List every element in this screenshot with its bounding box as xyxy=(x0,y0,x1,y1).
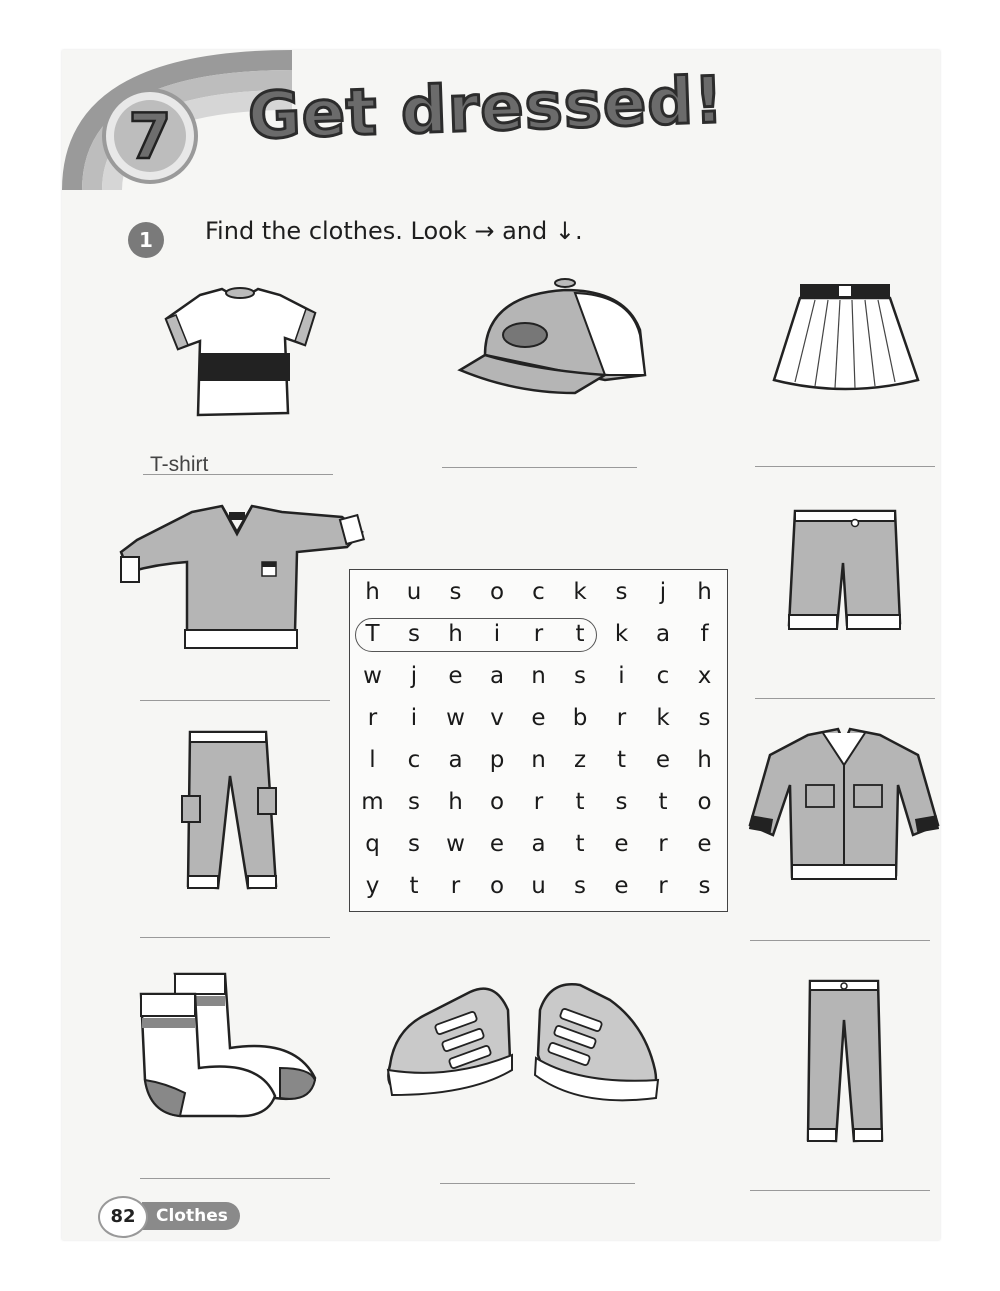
wordsearch-cell[interactable]: e xyxy=(448,663,463,689)
wordsearch-cell[interactable]: t xyxy=(575,789,585,815)
wordsearch-cell[interactable]: r xyxy=(616,705,627,731)
wordsearch-cell[interactable]: a xyxy=(448,747,463,773)
wordsearch-cell[interactable]: r xyxy=(658,831,668,857)
wordsearch-cell[interactable]: s xyxy=(615,579,628,605)
wordsearch-cell[interactable]: t xyxy=(575,831,585,857)
wordsearch-cell[interactable]: a xyxy=(655,621,671,647)
wordsearch-cell[interactable]: r xyxy=(367,705,378,731)
wordsearch-cell[interactable]: k xyxy=(614,621,629,647)
wordsearch-cell[interactable]: r xyxy=(658,873,668,899)
wordsearch-cell[interactable]: w xyxy=(446,831,465,857)
wordsearch-cell[interactable]: s xyxy=(698,705,711,731)
wordsearch-cell[interactable]: o xyxy=(489,579,505,605)
wordsearch-cell[interactable]: s xyxy=(615,789,628,815)
shoes-icon xyxy=(380,970,665,1115)
wordsearch-cell[interactable]: o xyxy=(489,873,505,899)
trousers-icon xyxy=(178,726,283,891)
answer-tshirt: T-shirt xyxy=(150,453,209,476)
wordsearch-cell[interactable]: b xyxy=(572,705,588,731)
wordsearch-cell[interactable]: i xyxy=(493,621,501,647)
wordsearch-cell[interactable]: e xyxy=(489,831,505,857)
wordsearch-cell[interactable]: e xyxy=(655,747,671,773)
wordsearch-cell[interactable]: r xyxy=(533,621,544,647)
unit-title: Get dressed! xyxy=(246,63,726,155)
wordsearch-cell[interactable]: t xyxy=(616,747,627,773)
footer-section-label: Clothes xyxy=(142,1202,240,1230)
jeans-icon xyxy=(804,975,884,1145)
wordsearch-cell[interactable]: h xyxy=(365,579,380,605)
wordsearch-cell[interactable]: s xyxy=(574,873,586,899)
wordsearch-cell[interactable]: t xyxy=(575,621,585,647)
unit-number-badge xyxy=(92,88,212,188)
wordsearch-cell[interactable]: c xyxy=(407,747,421,773)
wordsearch-cell[interactable]: n xyxy=(531,747,546,773)
sweater-icon xyxy=(117,502,367,652)
wordsearch-cell[interactable]: h xyxy=(448,621,463,647)
answer-line-shorts[interactable] xyxy=(755,698,935,699)
wordsearch-cell[interactable]: k xyxy=(573,579,587,605)
wordsearch-cell[interactable]: q xyxy=(365,831,380,857)
skirt-icon xyxy=(770,280,920,395)
wordsearch-cell[interactable]: w xyxy=(363,663,382,689)
answer-line-shoes[interactable] xyxy=(440,1183,635,1184)
cap-icon xyxy=(455,275,655,400)
wordsearch-cell[interactable]: s xyxy=(574,663,586,689)
wordsearch-cell[interactable]: r xyxy=(533,789,544,815)
answer-line-sweater[interactable] xyxy=(140,700,330,701)
wordsearch-cell[interactable]: o xyxy=(489,789,505,815)
wordsearch-cell[interactable]: z xyxy=(573,747,587,773)
answer-line-socks[interactable] xyxy=(140,1178,330,1179)
unit-number: 7 xyxy=(128,100,172,173)
wordsearch-cell[interactable]: s xyxy=(408,831,420,857)
answer-line-skirt[interactable] xyxy=(755,466,935,467)
wordsearch-cell[interactable]: e xyxy=(697,831,712,857)
wordsearch-cell[interactable]: j xyxy=(659,579,667,605)
wordsearch-cell[interactable]: p xyxy=(489,747,505,773)
wordsearch-cell[interactable]: e xyxy=(531,705,546,731)
wordsearch-cell[interactable]: s xyxy=(698,873,711,899)
circled-word-tshirt xyxy=(355,618,597,652)
answer-line-trousers[interactable] xyxy=(140,937,330,938)
exercise-instruction: Find the clothes. Look → and ↓. xyxy=(205,217,583,245)
wordsearch-cell[interactable]: i xyxy=(618,663,625,689)
wordsearch-cell[interactable]: c xyxy=(532,579,545,605)
wordsearch-cell[interactable]: e xyxy=(614,873,629,899)
jacket-icon xyxy=(748,725,940,895)
wordsearch-cell[interactable]: s xyxy=(408,789,420,815)
socks-icon xyxy=(135,968,320,1123)
wordsearch-cell[interactable]: a xyxy=(489,663,505,689)
answer-line-cap[interactable] xyxy=(442,467,637,468)
wordsearch-cell[interactable]: v xyxy=(490,705,504,731)
wordsearch-cell[interactable]: e xyxy=(614,831,629,857)
exercise-number: 1 xyxy=(128,222,164,258)
wordsearch-cell[interactable]: t xyxy=(409,873,419,899)
wordsearch-cell[interactable]: s xyxy=(408,621,420,647)
wordsearch-cell[interactable]: i xyxy=(410,705,418,731)
wordsearch-cell[interactable]: j xyxy=(410,663,418,689)
wordsearch-cell[interactable]: c xyxy=(656,663,670,689)
wordsearch-cell[interactable]: o xyxy=(697,789,712,815)
wordsearch-cell[interactable]: t xyxy=(658,789,668,815)
answer-line-jacket[interactable] xyxy=(750,940,930,941)
wordsearch-cell[interactable]: n xyxy=(531,663,546,689)
wordsearch-cell[interactable]: s xyxy=(449,579,462,605)
wordsearch-cell[interactable]: x xyxy=(697,663,712,689)
wordsearch-cell[interactable]: a xyxy=(531,831,546,857)
answer-line-jeans[interactable] xyxy=(750,1190,930,1191)
wordsearch-cell[interactable]: l xyxy=(369,747,376,773)
wordsearch-cell[interactable]: u xyxy=(406,579,422,605)
shorts-icon xyxy=(785,505,905,640)
wordsearch-cell[interactable]: u xyxy=(531,873,546,899)
wordsearch-cell[interactable]: T xyxy=(365,621,380,647)
wordsearch-cell[interactable]: y xyxy=(365,873,380,899)
wordsearch-cell[interactable]: k xyxy=(656,705,670,731)
wordsearch-cell[interactable]: r xyxy=(450,873,461,899)
footer-page-number: 82 xyxy=(98,1196,148,1238)
wordsearch-cell[interactable]: h xyxy=(697,747,712,773)
wordsearch-cell[interactable]: m xyxy=(361,789,384,815)
wordsearch-cell[interactable]: f xyxy=(700,621,709,647)
tshirt-icon xyxy=(160,283,320,418)
wordsearch-cell[interactable]: h xyxy=(697,579,712,605)
wordsearch-cell[interactable]: w xyxy=(446,705,465,731)
wordsearch-cell[interactable]: h xyxy=(448,789,463,815)
